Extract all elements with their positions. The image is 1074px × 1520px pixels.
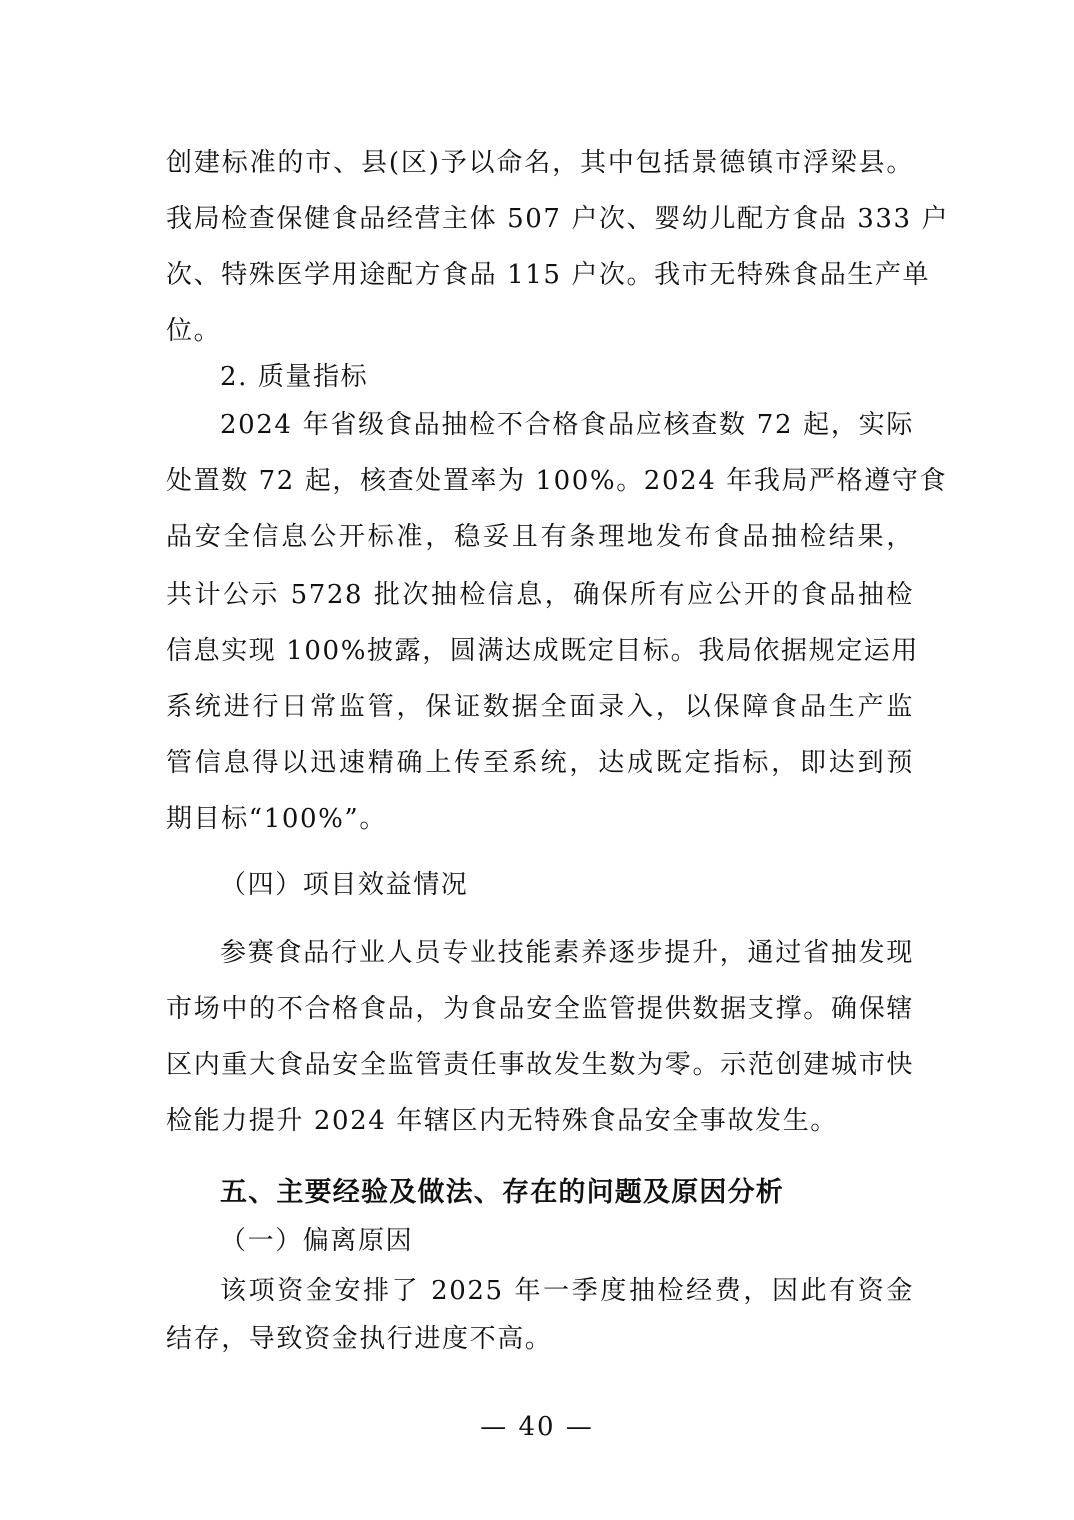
intro-line-4: 位。 — [166, 316, 222, 346]
intro-line-3: 次、特殊医学用途配方食品 115 户次。我市无特殊食品生产单 — [166, 260, 931, 290]
quality-line-1: 2024 年省级食品抽检不合格食品应核查数 72 起，实际 — [220, 410, 914, 440]
benefit-line-2: 市场中的不合格食品，为食品安全监管提供数据支撑。确保辖 — [166, 994, 914, 1024]
quality-line-7: 管信息得以迅速精确上传至系统，达成既定指标，即达到预 — [166, 748, 914, 778]
quality-line-8: 期目标“100%”。 — [166, 804, 387, 834]
quality-line-6: 系统进行日常监管，保证数据全面录入，以保障食品生产监 — [166, 692, 914, 722]
section5-heading: 五、主要经验及做法、存在的问题及原因分析 — [220, 1177, 784, 1208]
deviation-line-1: 该项资金安排了 2025 年一季度抽检经费，因此有资金 — [220, 1276, 914, 1306]
quality-line-4: 共计公示 5728 批次抽检信息，确保所有应公开的食品抽检 — [166, 580, 914, 610]
benefit-line-1: 参赛食品行业人员专业技能素养逐步提升，通过省抽发现 — [220, 938, 914, 968]
deviation-line-2: 结存，导致资金执行进度不高。 — [166, 1324, 553, 1354]
intro-line-2: 我局检查保健食品经营主体 507 户次、婴幼儿配方食品 333 户 — [166, 204, 950, 234]
benefit-heading: （四）项目效益情况 — [220, 870, 469, 900]
page-number: — 40 — — [480, 1412, 594, 1442]
quality-heading: 2. 质量指标 — [220, 362, 369, 392]
benefit-line-4: 检能力提升 2024 年辖区内无特殊食品安全事故发生。 — [166, 1106, 838, 1136]
deviation-heading: （一）偏离原因 — [220, 1226, 414, 1256]
quality-line-3: 品安全信息公开标准，稳妥且有条理地发布食品抽检结果， — [166, 522, 914, 552]
intro-line-1: 创建标准的市、县(区)予以命名，其中包括景德镇市浮梁县。 — [166, 148, 914, 178]
benefit-line-3: 区内重大食品安全监管责任事故发生数为零。示范创建城市快 — [166, 1050, 914, 1080]
quality-line-2: 处置数 72 起，核查处置率为 100%。2024 年我局严格遵守食 — [166, 466, 948, 496]
quality-line-5: 信息实现 100%披露，圆满达成既定目标。我局依据规定运用 — [166, 636, 919, 666]
